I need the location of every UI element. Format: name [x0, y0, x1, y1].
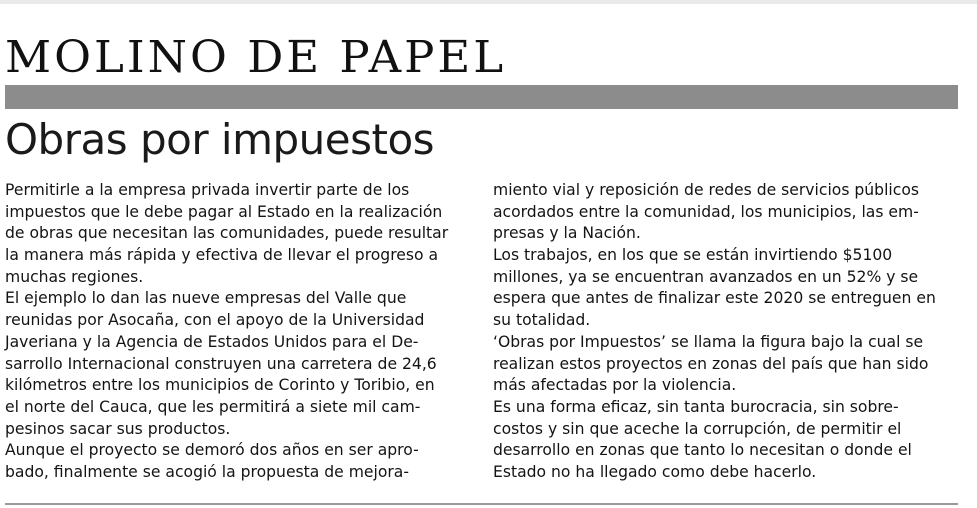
text-line: Permitirle a la empresa privada invertir parte de los — [5, 181, 410, 199]
text-line: Los trabajos, en los que se están invirtiendo $5100 — [493, 246, 893, 265]
section-masthead: MOLINO DE PAPEL — [5, 30, 507, 83]
text-line: realizan estos proyectos en zonas del país que han sido — [493, 354, 929, 373]
text-line: más afectadas por la violencia. — [493, 376, 737, 395]
text-line: su totalidad. — [493, 311, 591, 330]
text-line: espera que antes de finalizar este 2020 se entreguen en — [493, 289, 936, 308]
text-line: Aunque el proyecto se demoró dos años en ser apro- — [5, 441, 419, 460]
text-line: pesinos sacar sus productos. — [5, 419, 231, 438]
text-line: Es una forma eficaz, sin tanta burocracia, sin sobre- — [493, 397, 899, 416]
top-rule — [0, 0, 977, 4]
article-column-right — [493, 180, 963, 484]
section-divider-bar — [5, 85, 958, 109]
text-line: millones, ya se encuentran avanzados en un 52% y se — [493, 267, 919, 286]
text-line: Javeriana y la Agencia de Estados Unidos para el De- — [5, 332, 419, 351]
text-line: costos y sin que aceche la corrupción, de permitir el — [493, 419, 902, 438]
text-line: presas y la Nación. — [493, 224, 641, 243]
text-line: sarrollo Internacional construyen una carretera de 24,6 — [5, 354, 437, 373]
text-line: desarrollo en zonas que tanto lo necesitan o donde el — [493, 441, 912, 460]
article-headline: Obras por impuestos — [5, 115, 435, 164]
text-line: kilómetros entre los municipios de Corinto y Toribio, en — [5, 376, 435, 395]
text-line: acordados entre la comunidad, los municipios, las em- — [493, 202, 919, 221]
text-line: bado, finalmente se acogió la propuesta de mejora- — [5, 462, 409, 481]
text-line: reunidas por Asocaña, con el apoyo de la Universidad — [5, 311, 425, 330]
text-line: ‘Obras por Impuestos’ se llama la figura bajo la cual se — [493, 332, 924, 351]
text-line: El ejemplo lo dan las nueve empresas del Valle que — [5, 289, 407, 308]
text-line: el norte del Cauca, que les permitirá a siete mil cam- — [5, 397, 421, 416]
text-line: muchas regiones. — [5, 267, 144, 286]
text-line: miento vial y reposición de redes de servicios públicos — [493, 181, 919, 199]
article-column-left — [5, 180, 475, 484]
text-line: de obras que necesitan las comunidades, puede resultar — [5, 224, 449, 243]
text-line: la manera más rápida y efectiva de llevar el progreso a — [5, 246, 439, 265]
text-line: Estado no ha llegado como debe hacerlo. — [493, 462, 817, 481]
bottom-rule — [5, 503, 958, 505]
text-line: impuestos que le debe pagar al Estado en la realización — [5, 202, 443, 221]
